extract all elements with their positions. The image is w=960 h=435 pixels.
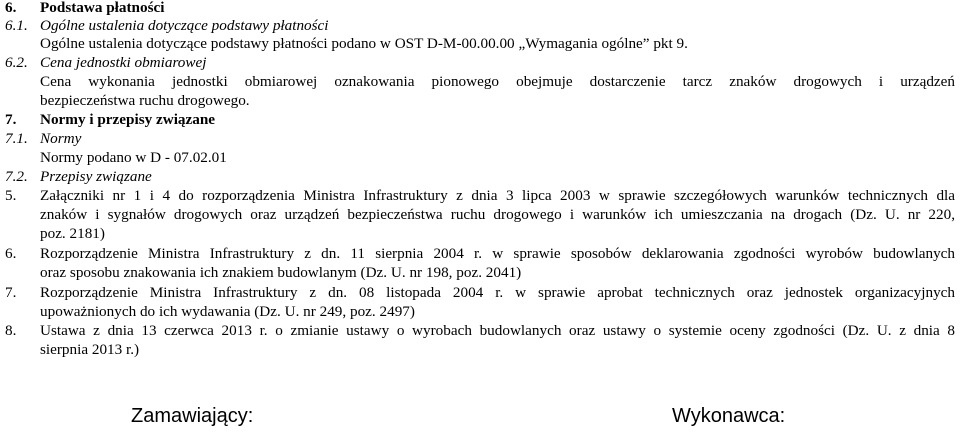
signature-client-label: Zamawiający: — [131, 405, 254, 427]
section-7-1-text: Normy podano w D - 07.02.01 — [40, 149, 227, 166]
list-item-line: znaków i sygnałów drogowych oraz urządzeń bezpieczeństwa ruchu drogowego i warunków ich umieszczania na drogach (Dz. U. nr 220, — [40, 206, 955, 223]
section-7-2-title: Przepisy związane — [40, 168, 152, 185]
section-6-2-number: 6.2. — [5, 54, 28, 71]
section-7-title: Normy i przepisy związane — [40, 111, 216, 128]
section-6-title: Podstawa płatności — [40, 0, 165, 16]
list-item-number: 5. — [5, 187, 17, 204]
list-item-line: sierpnia 2013 r.) — [40, 341, 140, 358]
section-6-1-number: 6.1. — [5, 17, 28, 34]
section-6-2-text-line2: bezpieczeństwa ruchu drogowego. — [40, 92, 250, 109]
list-item-line: Rozporządzenie Ministra Infrastruktury z dn. 11 sierpnia 2004 r. w sprawie sposobów deklarowania zgodności wyrobów budowlanych — [40, 245, 955, 262]
list-item-line: Załączniki nr 1 i 4 do rozporządzenia Ministra Infrastruktury z dnia 3 lipca 2003 w sprawie szczegółowych warunków technicznych dla — [40, 187, 955, 204]
list-item-line: Rozporządzenie Ministra Infrastruktury z dn. 08 listopada 2004 r. w sprawie aprobat technicznych oraz jednostek organizacyjnych — [40, 284, 955, 301]
section-6-number: 6. — [5, 0, 17, 16]
list-item-line: oraz sposobu znakowania ich znakiem budowlanym (Dz. U. nr 198, poz. 2041) — [40, 264, 522, 281]
section-6-2-text-line1: Cena wykonania jednostki obmiarowej oznakowania pionowego obejmuje dostarczenie tarcz znaków drogowych i urządzeń — [40, 73, 955, 90]
section-7-2-number: 7.2. — [5, 168, 28, 185]
section-7-number: 7. — [5, 111, 17, 128]
list-item-number: 6. — [5, 245, 17, 262]
list-item-line: upoważnionych do ich wydawania (Dz. U. nr 249, poz. 2497) — [40, 303, 415, 320]
list-item-number: 8. — [5, 322, 17, 339]
section-6-1-text: Ogólne ustalenia dotyczące podstawy płatności podano w OST D-M-00.00.00 „Wymagania ogólne” pkt 9. — [40, 35, 688, 52]
section-6-1-title: Ogólne ustalenia dotyczące podstawy płatności — [40, 17, 329, 34]
section-7-1-number: 7.1. — [5, 130, 28, 147]
signature-contractor-label: Wykonawca: — [672, 405, 786, 427]
list-item-line: Ustawa z dnia 13 czerwca 2013 r. o zmianie ustawy o wyrobach budowlanych oraz ustawy o systemie oceny zgodności (Dz. U. z dnia 8 — [40, 322, 955, 339]
list-item-number: 7. — [5, 284, 17, 301]
section-7-1-title: Normy — [40, 130, 82, 147]
list-item-line: poz. 2181) — [40, 225, 105, 242]
section-6-2-title: Cena jednostki obmiarowej — [40, 54, 207, 71]
